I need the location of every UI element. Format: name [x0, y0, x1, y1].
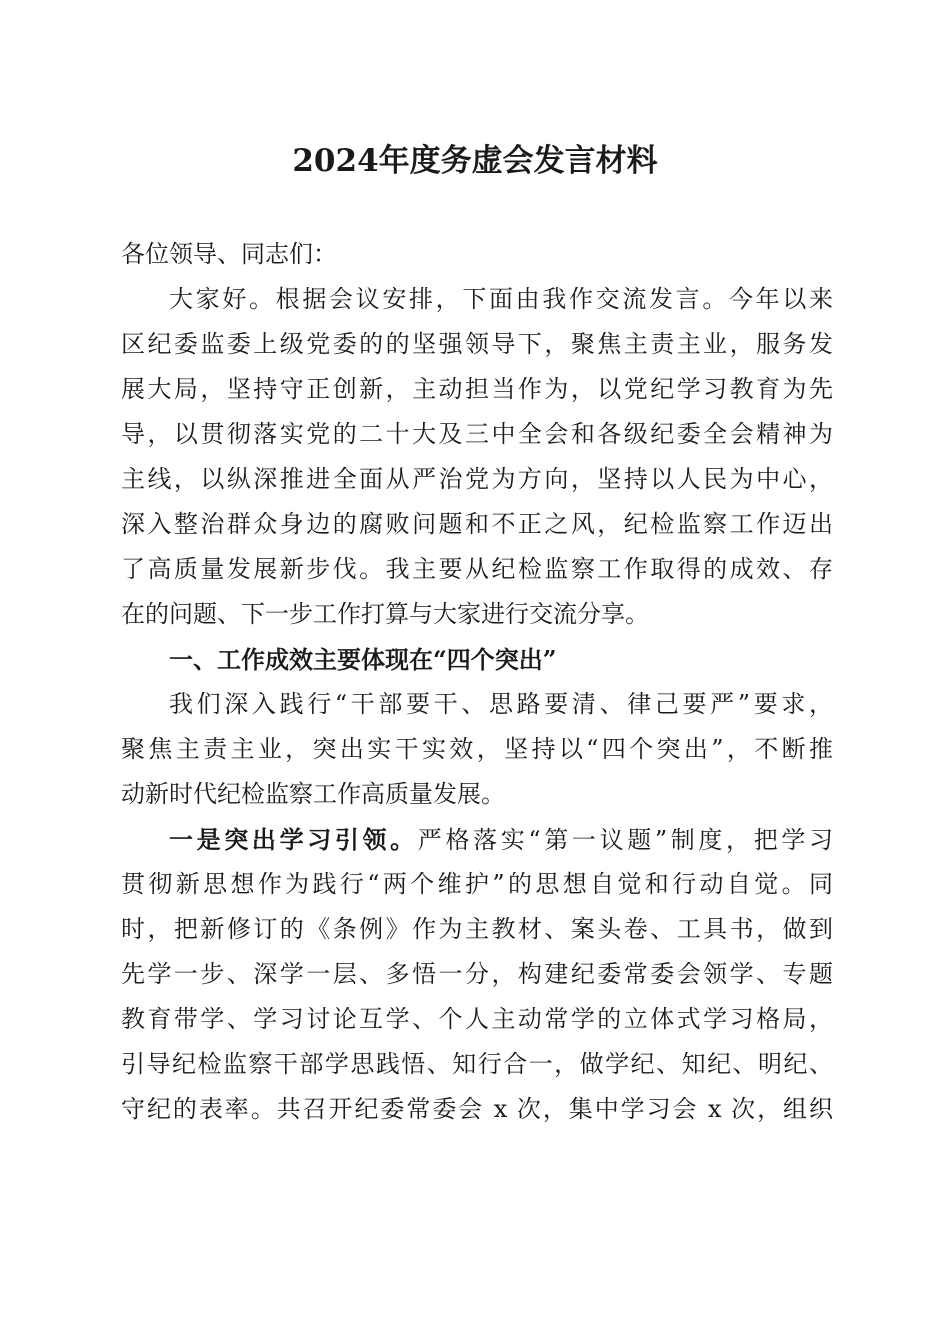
section-heading-1: 一、工作成效主要体现在“四个突出”	[169, 645, 557, 674]
paragraph-1-line-3: 展大局，坚持守正创新，主动担当作为，以党纪学习教育为先	[121, 375, 833, 403]
paragraph-3-line-3: 时，把新修订的《条例》作为主教材、案头卷、工具书，做到	[121, 915, 833, 943]
paragraph-3-line-1	[121, 817, 833, 862]
paragraph-2-line-1: 我们深入践行“干部要干、思路要清、律己要严”要求，	[169, 690, 833, 718]
paragraph-2-line-3: 动新时代纪检监察工作高质量发展。	[121, 780, 505, 808]
paragraph-1-line-1: 大家好。根据会议安排，下面由我作交流发言。今年以来	[169, 285, 833, 313]
paragraph-3-lead: 一是突出学习引领。	[169, 825, 418, 854]
paragraph-1-line-2: 区纪委监委上级党委的的坚强领导下，聚焦主责主业，服务发	[121, 330, 833, 358]
paragraph-3-line-6: 引导纪检监察干部学思践悟、知行合一，做学纪、知纪、明纪、	[121, 1050, 833, 1078]
paragraph-3-line-5: 教育带学、学习讨论互学、个人主动常学的立体式学习格局，	[121, 1005, 833, 1033]
paragraph-1-line-5: 主线，以纵深推进全面从严治党为方向，坚持以人民为中心，	[121, 465, 833, 493]
document-title: 2024年度务虚会发言材料	[292, 143, 658, 179]
paragraph-1-line-6: 深入整治群众身边的腐败问题和不正之风，纪检监察工作迈出	[121, 510, 833, 538]
paragraph-2-line-2: 聚焦主责主业，突出实干实效，坚持以“四个突出”，不断推	[121, 735, 833, 763]
paragraph-1-line-7: 了高质量发展新步伐。我主要从纪检监察工作取得的成效、存	[121, 555, 833, 583]
paragraph-3-line-4: 先学一步、深学一层、多悟一分，构建纪委常委会领学、专题	[121, 960, 833, 988]
paragraph-3-line-1-text: 严格落实“第一议题”制度，把学习	[417, 826, 833, 854]
paragraph-3-line-2: 贯彻新思想作为践行“两个维护”的思想自觉和行动自觉。同	[121, 870, 833, 898]
paragraph-1-line-8: 在的问题、下一步工作打算与大家进行交流分享。	[121, 600, 649, 628]
salutation: 各位领导、同志们：	[121, 240, 337, 268]
paragraph-1-line-4: 导，以贯彻落实党的二十大及三中全会和各级纪委全会精神为	[121, 420, 833, 448]
document-body	[121, 232, 833, 1132]
paragraph-3-line-7: 守纪的表率。共召开纪委常委会 x 次，集中学习会 x 次，组织	[121, 1095, 833, 1123]
